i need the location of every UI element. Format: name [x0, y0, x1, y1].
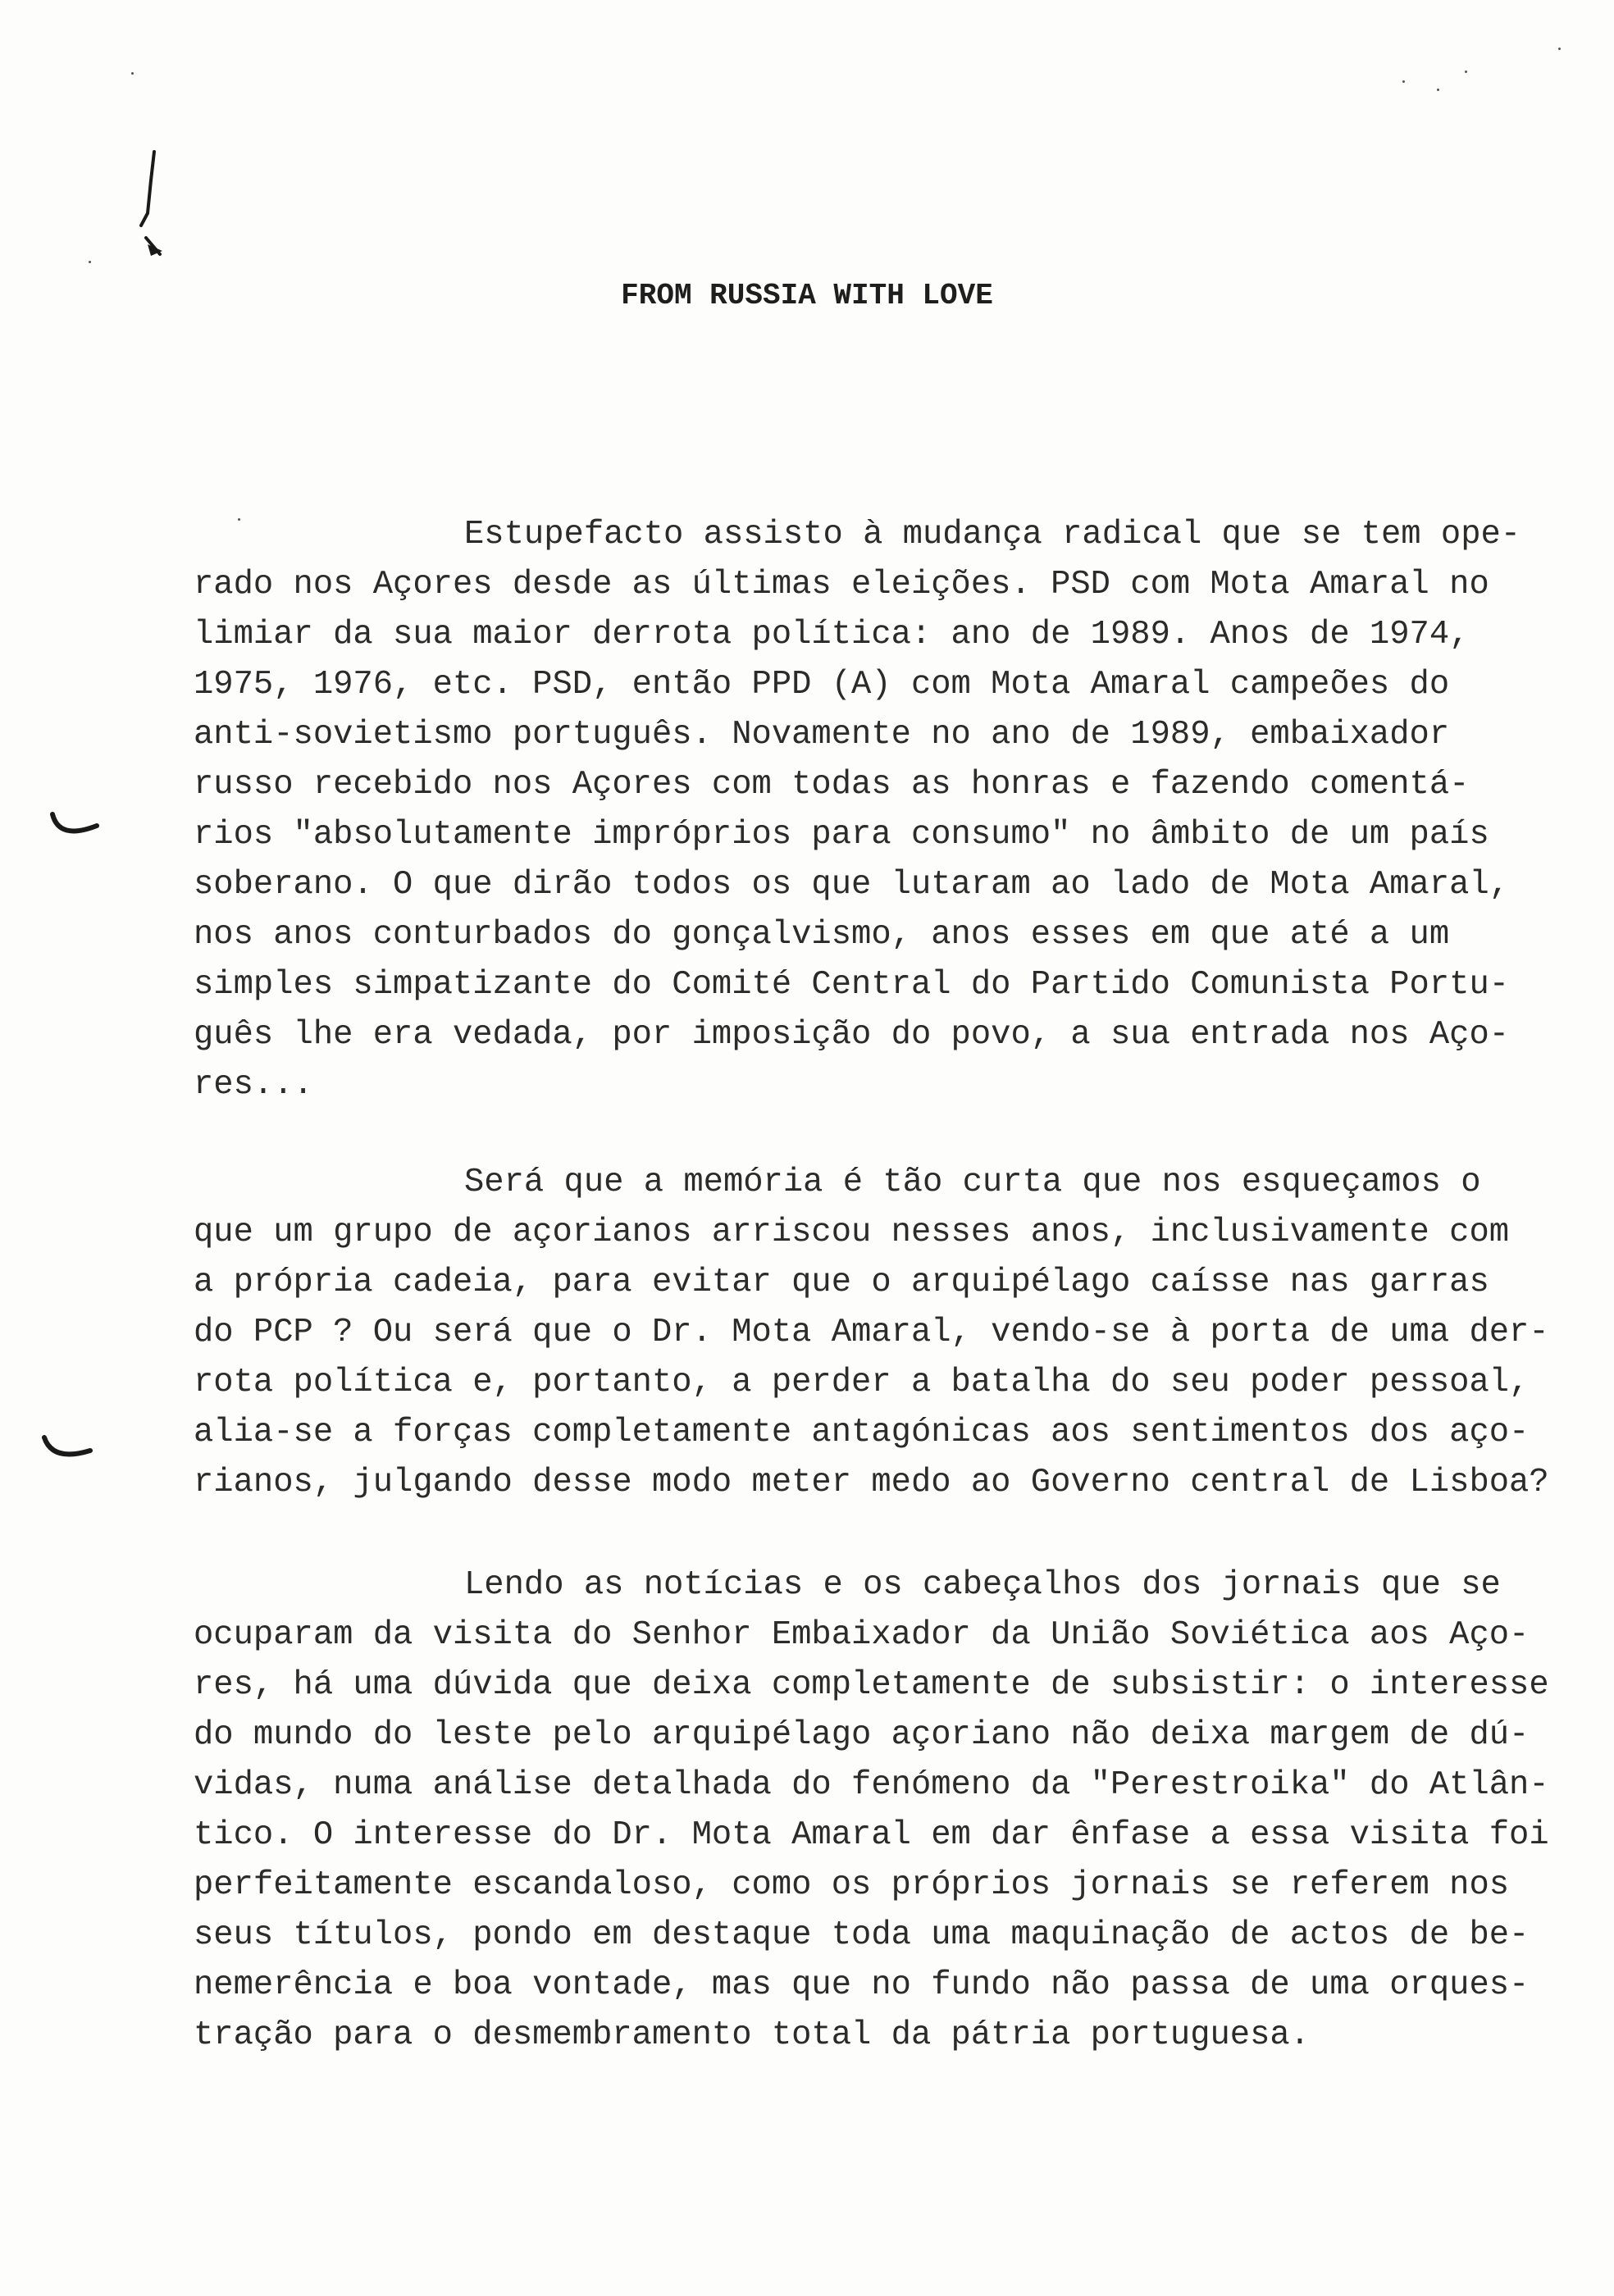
text-line: rota política e, portanto, a perder a batalha do seu poder pessoal,	[194, 1364, 1530, 1401]
text-line: a própria cadeia, para evitar que o arquipélago caísse nas garras	[194, 1264, 1489, 1301]
text-line: soberano. O que dirão todos os que lutaram ao lado de Mota Amaral,	[194, 866, 1510, 904]
text-line: tico. O interesse do Dr. Mota Amaral em dar ênfase a essa visita foi	[194, 1816, 1549, 1854]
text-line: alia-se a forças completamente antagónicas aos sentimentos dos aço-	[194, 1414, 1530, 1451]
text-line: rianos, julgando desse modo meter medo ao Governo central de Lisboa?	[194, 1464, 1549, 1501]
text-line: 1975, 1976, etc. PSD, então PPD (A) com Mota Amaral campeões do	[194, 666, 1450, 704]
paragraph-2	[194, 1158, 1571, 1508]
text-line: do mundo do leste pelo arquipélago açoriano não deixa margem de dú-	[194, 1716, 1530, 1754]
text-line: do PCP ? Ou será que o Dr. Mota Amaral, vendo-se à porta de uma der-	[194, 1314, 1549, 1351]
top-left-pen-mark	[123, 148, 180, 262]
text-line: nos anos conturbados do gonçalvismo, anos esses em que até a um	[194, 916, 1450, 954]
scan-speck	[131, 72, 134, 75]
paragraph-3	[194, 1560, 1571, 2061]
text-line: vidas, numa análise detalhada do fenómeno da "Perestroika" do Atlân-	[194, 1766, 1549, 1804]
text-line: res...	[194, 1066, 313, 1104]
text-line: que um grupo de açorianos arriscou nesses anos, inclusivamente com	[194, 1214, 1510, 1251]
text-line: Lendo as notícias e os cabeçalhos dos jornais que se	[464, 1566, 1501, 1604]
scan-speck	[1402, 80, 1405, 83]
paragraph-1	[194, 510, 1571, 1110]
scan-speck	[1465, 71, 1467, 73]
text-line: limiar da sua maior derrota política: ano de 1989. Anos de 1974,	[194, 616, 1470, 654]
text-line: seus títulos, pondo em destaque toda uma maquinação de actos de be-	[194, 1916, 1530, 1954]
text-line: simples simpatizante do Comité Central do Partido Comunista Portu-	[194, 966, 1510, 1004]
punch-hole-mark-upper	[48, 808, 105, 849]
text-line: perfeitamente escandaloso, como os próprios jornais se referem nos	[194, 1866, 1510, 1904]
scan-speck	[1437, 89, 1439, 91]
text-line: anti-sovietismo português. Novamente no ano de 1989, embaixador	[194, 716, 1450, 754]
document-title: FROM RUSSIA WITH LOVE	[621, 279, 993, 312]
punch-hole-mark-lower	[39, 1431, 97, 1472]
text-line: ocuparam da visita do Senhor Embaixador da União Soviética aos Aço-	[194, 1616, 1530, 1654]
text-line: res, há uma dúvida que deixa completamente de subsistir: o interesse	[194, 1666, 1549, 1704]
text-line: tração para o desmembramento total da pátria portuguesa.	[194, 2016, 1311, 2054]
text-line: rios "absolutamente impróprios para consumo" no âmbito de um país	[194, 816, 1489, 854]
text-line: guês lhe era vedada, por imposição do povo, a sua entrada nos Aço-	[194, 1016, 1510, 1054]
text-line: russo recebido nos Açores com todas as honras e fazendo comentá-	[194, 766, 1470, 804]
scan-speck	[1558, 48, 1561, 50]
text-line: rado nos Açores desde as últimas eleições. PSD com Mota Amaral no	[194, 566, 1489, 604]
text-line: Será que a memória é tão curta que nos esqueçamos o	[464, 1164, 1481, 1201]
text-line: nemerência e boa vontade, mas que no fundo não passa de uma orques-	[194, 1966, 1530, 2004]
text-line: Estupefacto assisto à mudança radical que se tem ope-	[464, 516, 1521, 554]
scan-speck	[89, 261, 91, 263]
